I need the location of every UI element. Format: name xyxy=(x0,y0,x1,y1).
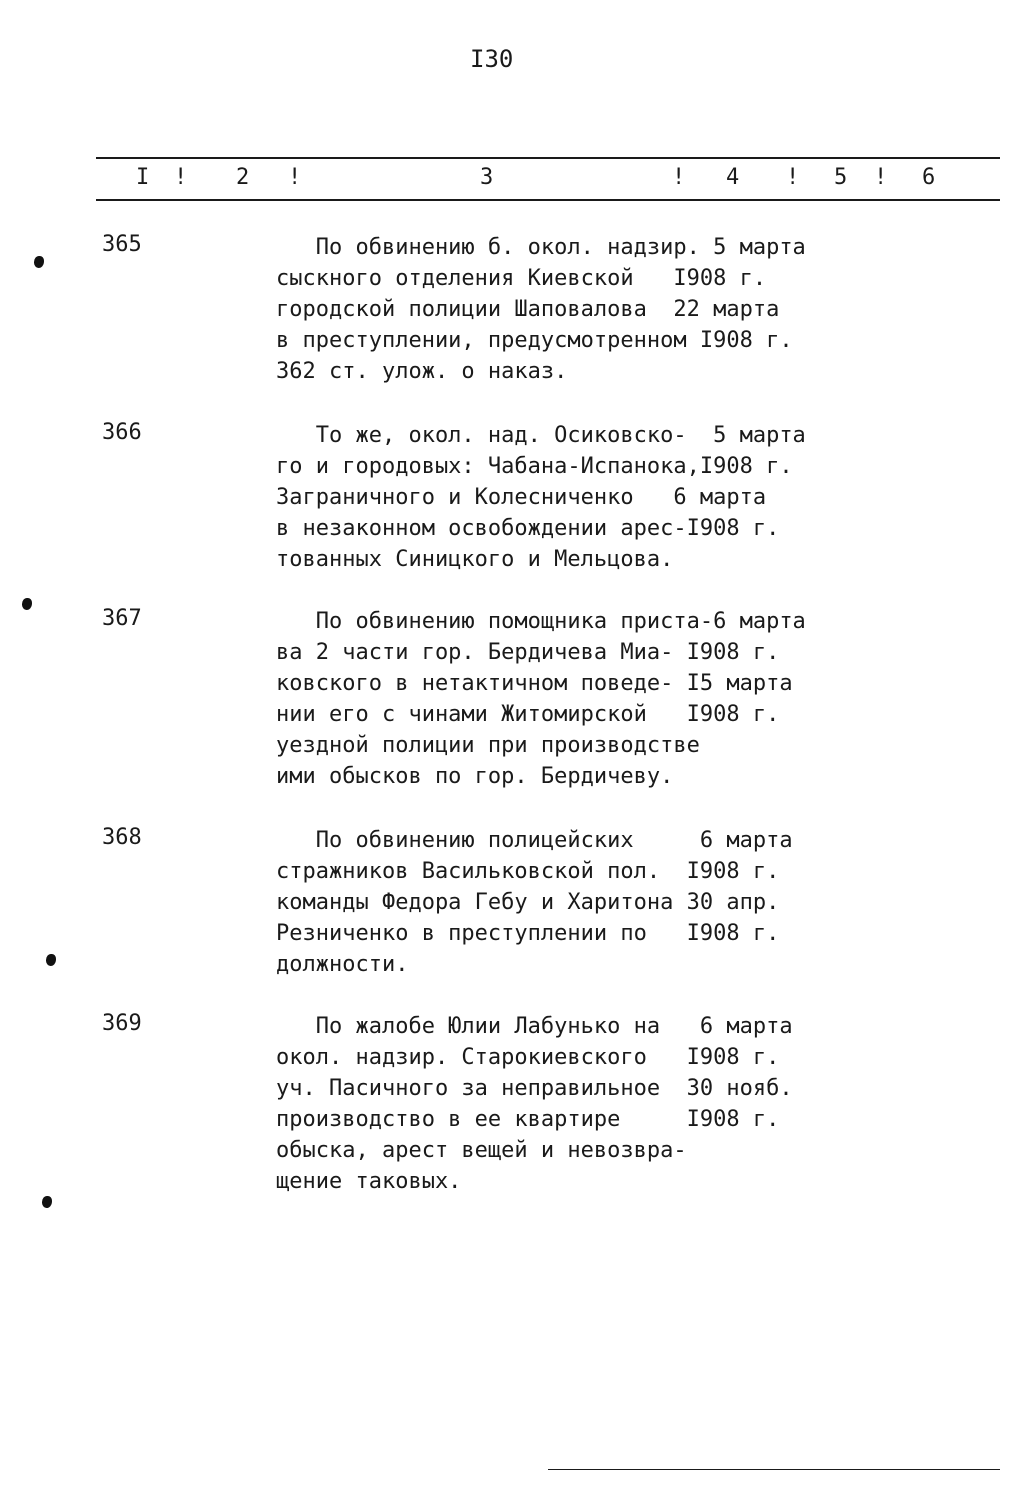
entry-line: тованных Синицкого и Мельцова. xyxy=(276,547,674,572)
entry-line: сыскного отделения Киевской I908 г. xyxy=(276,266,767,291)
page-footer-rule xyxy=(548,1469,1000,1470)
entry-line: производство в ее квартире I908 г. xyxy=(276,1107,780,1132)
entry-line: 362 ст. улож. о наказ. xyxy=(276,359,568,384)
entry-line: в преступлении, предусмотренном I908 г. xyxy=(276,328,793,353)
page-number: I30 xyxy=(470,45,514,73)
entry-number: 366 xyxy=(102,420,142,445)
entry-line: стражников Васильковской пол. I908 г. xyxy=(276,859,780,884)
entry-line: По обвинению б. окол. надзир. 5 марта xyxy=(276,235,806,260)
binding-hole-mark xyxy=(34,256,44,268)
column-separator: ! xyxy=(672,165,686,190)
entry-line: Заграничного и Колесниченко 6 марта xyxy=(276,485,767,510)
entry-line: окол. надзир. Старокиевского I908 г. xyxy=(276,1045,780,1070)
entry-line: должности. xyxy=(276,952,409,977)
column-header-2: 2 xyxy=(236,165,250,190)
column-separator: ! xyxy=(174,165,188,190)
entry-line: щение таковых. xyxy=(276,1169,462,1194)
binding-hole-mark xyxy=(42,1196,52,1208)
entry-line: По жалобе Юлии Лабунько на 6 марта xyxy=(276,1014,793,1039)
entry-description xyxy=(276,1011,996,1197)
column-separator: ! xyxy=(786,165,800,190)
entry-line: городской полиции Шаповалова 22 марта xyxy=(276,297,780,322)
entry-description xyxy=(276,232,996,387)
entry-line: обыска, арест вещей и невозвра- xyxy=(276,1138,687,1163)
column-header-4: 4 xyxy=(726,165,740,190)
column-header-3: 3 xyxy=(480,165,494,190)
binding-hole-mark xyxy=(22,598,32,610)
entry-number: 368 xyxy=(102,825,142,850)
entry-description xyxy=(276,606,996,792)
column-header-6: 6 xyxy=(922,165,936,190)
column-separator: ! xyxy=(288,165,302,190)
entry-number: 369 xyxy=(102,1011,142,1036)
entry-line: ковского в нетактичном поведе- I5 марта xyxy=(276,671,793,696)
entry-line: уч. Пасичного за неправильное 30 нояб. xyxy=(276,1076,793,1101)
entry-line: команды Федора Гебу и Харитона 30 апр. xyxy=(276,890,780,915)
table-header-top-rule xyxy=(96,157,1000,159)
entry-line: По обвинению полицейских 6 марта xyxy=(276,828,793,853)
entry-line: ва 2 части гор. Бердичева Миа- I908 г. xyxy=(276,640,780,665)
column-separator: ! xyxy=(874,165,888,190)
column-header-5: 5 xyxy=(834,165,848,190)
entry-number: 365 xyxy=(102,232,142,257)
table-header-bottom-rule xyxy=(96,199,1000,201)
entry-line: То же, окол. над. Осиковско- 5 марта xyxy=(276,423,806,448)
entry-line: го и городовых: Чабана-Испанока,I908 г. xyxy=(276,454,793,479)
entry-number: 367 xyxy=(102,606,142,631)
entry-description xyxy=(276,420,996,575)
entry-description xyxy=(276,825,996,980)
binding-hole-mark xyxy=(46,954,56,966)
entry-line: в незаконном освобождении арес-I908 г. xyxy=(276,516,780,541)
entry-line: ими обысков по гор. Бердичеву. xyxy=(276,764,674,789)
entry-line: Резниченко в преступлении по I908 г. xyxy=(276,921,780,946)
column-header-1: I xyxy=(136,165,150,190)
entry-line: уездной полиции при производстве xyxy=(276,733,700,758)
entry-line: По обвинению помощника приста-6 марта xyxy=(276,609,806,634)
entry-line: нии его с чинами Житомирской I908 г. xyxy=(276,702,780,727)
